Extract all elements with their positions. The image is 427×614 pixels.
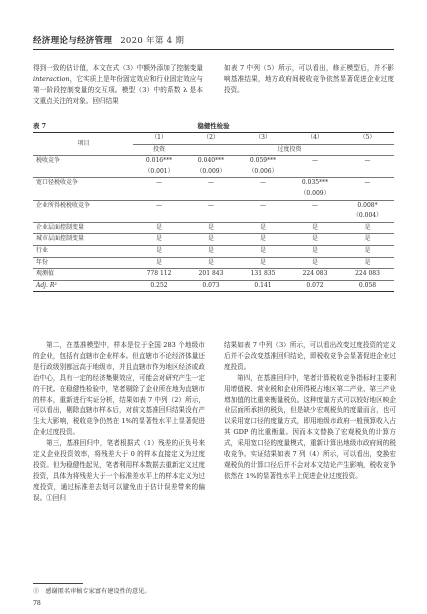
table-cell: 是 bbox=[289, 245, 341, 257]
table-cell: 是 bbox=[341, 222, 394, 234]
row-label bbox=[33, 167, 133, 178]
footnote-rule bbox=[33, 583, 83, 584]
table-row bbox=[33, 269, 394, 281]
table-cell bbox=[341, 189, 394, 200]
paragraph: 结果如表 7 中列（3）所示，可以看出改变过度投资的定义后并不会改变基准回归结论，即税收竞争会显著促进企业过度投资。 bbox=[224, 341, 396, 371]
table-cell: — bbox=[133, 200, 185, 211]
paragraph: 第四，在基准回归中，笔者计算税收竞争指标时主要利用增值税、营业税和企业所得税占地区第二产业、第三产业增加值的比重来衡量税负。这种度量方式可以较好地区映企业层面所承担的税负，但是缺少宏观税负的度量而言，也可以采用宽口径的度量方式，即用地级市政府一般预算收入占其 GDP 的比重衡量。因而本文替换了宏观税负的计算方式，采用宽口径的度量模式，重新计算出地级市政府间的税收竞争。实证结果如表 7 列（4）所示，可以看出，变换宏观税负的计算口径后并不会对本文结论产生影响，税收竞争依然在 1%的显著性水平上促进企业过度投资。 bbox=[224, 373, 396, 480]
table-cell: — bbox=[185, 200, 237, 211]
table-cell: — bbox=[237, 178, 289, 189]
table-cell: — bbox=[341, 178, 394, 189]
table-label: 表 7 bbox=[33, 122, 47, 130]
table-cell: — bbox=[237, 200, 289, 211]
paragraph: 第三，基准回归中，笔者根据式（1）残差的正负号来定义企业投资效率，将残差大于 0 的样本直接定义为过度投资。但为稳健性起见，笔者利用样本数据去重新定义过度投资，具体为将残差大于一个标准差水平上的样本定义为过度投资，通过标准差去划可以避免由于估计误差带来的偏误。①回归 bbox=[33, 439, 205, 502]
table-cell: 0.016*** bbox=[133, 156, 185, 167]
table-cell: 是 bbox=[289, 222, 341, 234]
table-cell: 224 083 bbox=[341, 269, 394, 281]
table-cell: 是 bbox=[341, 234, 394, 246]
col-num-4: （4） bbox=[289, 133, 341, 145]
table-cell: （0.009） bbox=[196, 167, 226, 175]
table-cell bbox=[237, 211, 289, 222]
table-cell: 0.040*** bbox=[185, 156, 237, 167]
table-cell: 0.008* bbox=[341, 200, 394, 211]
table-cell: 0.073 bbox=[185, 280, 237, 292]
table-cell bbox=[237, 189, 289, 200]
table-cell: 是 bbox=[133, 234, 185, 246]
table-cell: — bbox=[341, 156, 394, 167]
table-row bbox=[33, 189, 394, 200]
table-row bbox=[33, 280, 394, 292]
col-num-3: （3） bbox=[237, 133, 289, 145]
table-cell: 是 bbox=[185, 234, 237, 246]
table-row bbox=[33, 178, 394, 189]
page-number: 78 bbox=[33, 600, 41, 607]
table-cell: 0.252 bbox=[133, 280, 185, 292]
table-cell bbox=[289, 167, 341, 178]
footnote: ① 感谢匿名审稿专家富有建设性的意见。 bbox=[33, 588, 151, 595]
table-cell: — bbox=[133, 178, 185, 189]
table-row bbox=[33, 245, 394, 257]
table-cell: 0.059*** bbox=[237, 156, 289, 167]
table-row bbox=[33, 156, 394, 167]
table-cell: 778 112 bbox=[133, 269, 185, 281]
table-cell bbox=[289, 211, 341, 222]
table-cell: 是 bbox=[289, 257, 341, 269]
table-row bbox=[33, 200, 394, 211]
table-cell: 131 835 bbox=[237, 269, 289, 281]
top-left-paragraph: 得到一致的估计值，本文在式（3）中额外添加了控制变量 interaction，它实质上是年份固定效应和行业固定效应与第一阶段控制变量的交互项。模型（3）中的系数 λ 是本文重点关注的对象。回归结果 bbox=[33, 64, 203, 105]
running-header bbox=[33, 34, 394, 50]
paragraph: 第二，在基准模型中，样本是位于全国 283 个地级市的企业，包括有直辖市企业样本。但直辖市不论经济体量还是行政级别都远高于地级市，并且直辖市作为地区经济或政治中心，具有一定的经济集聚效应，可能会对研究产生一定的干扰。在稳健性检验中，笔者剔除了企业所在地为直辖市的样本，重新进行实证分析，结果如表 7 中列（2）所示，可以看出，剔除直辖市样本后，对前文基准回归结果没有产生太大影响，税收竞争仍然在 1%的显著性水平上显著促进企业过度投资。 bbox=[33, 341, 205, 437]
table-caption: 稳健性检验 bbox=[197, 122, 230, 130]
table-cell: 是 bbox=[237, 245, 289, 257]
robustness-table bbox=[33, 132, 394, 292]
table-cell: 是 bbox=[185, 257, 237, 269]
table-title bbox=[33, 121, 394, 131]
table-cell: 是 bbox=[133, 245, 185, 257]
top-left-column bbox=[33, 63, 203, 107]
row-label: 观测值 bbox=[33, 269, 133, 281]
table-cell: — bbox=[185, 178, 237, 189]
table-cell: （0.009） bbox=[300, 189, 330, 197]
row-label: Adj. R² bbox=[33, 280, 133, 292]
row-label: 企业所得税税收竞争 bbox=[33, 200, 133, 211]
row-label: 行业 bbox=[33, 245, 133, 257]
table-cell: 是 bbox=[341, 257, 394, 269]
row-label: 企业层面控制变量 bbox=[33, 222, 133, 234]
col-num-2: （2） bbox=[185, 133, 237, 145]
table-row bbox=[33, 211, 394, 222]
table-cell: 是 bbox=[289, 234, 341, 246]
table-cell bbox=[133, 189, 185, 200]
project-header: 项目 bbox=[33, 133, 133, 156]
table-cell: 0.035*** bbox=[289, 178, 341, 189]
table-cell: （0.004） bbox=[352, 212, 383, 220]
table-cell: — bbox=[289, 156, 341, 167]
top-right-paragraph: 如表 7 中列（5）所示，可以看出，修正模型后，并不影响基准结果，地方政府间税收竞争依然显著促进企业过度投资。 bbox=[224, 64, 394, 94]
table-row bbox=[33, 234, 394, 246]
table-cell: （0.001） bbox=[144, 167, 174, 175]
top-right-column bbox=[224, 63, 394, 96]
table-cell bbox=[185, 211, 237, 222]
table-cell: 是 bbox=[133, 257, 185, 269]
table-cell: 0.072 bbox=[289, 280, 341, 292]
dep-var-investment: 投资 bbox=[133, 144, 185, 156]
table-row bbox=[33, 257, 394, 269]
table-cell: 是 bbox=[237, 234, 289, 246]
table-cell: （0.006） bbox=[248, 167, 278, 175]
bottom-left-column bbox=[33, 340, 205, 504]
table-cell bbox=[133, 211, 185, 222]
row-label: 年份 bbox=[33, 257, 133, 269]
table-cell: 是 bbox=[341, 245, 394, 257]
table-row bbox=[33, 167, 394, 178]
col-num-1: （1） bbox=[133, 133, 185, 145]
table-cell: 0.058 bbox=[341, 280, 394, 292]
table-cell: — bbox=[289, 200, 341, 211]
table-cell: 是 bbox=[237, 222, 289, 234]
table-row bbox=[33, 222, 394, 234]
row-label bbox=[33, 211, 133, 222]
row-label: 宽口径税收竞争 bbox=[33, 178, 133, 189]
table-cell: 201 843 bbox=[185, 269, 237, 281]
col-num-5: （5） bbox=[341, 133, 394, 145]
table-cell: 是 bbox=[237, 257, 289, 269]
issue-label: 2020 年第 4 期 bbox=[120, 36, 185, 46]
table-cell: 是 bbox=[133, 222, 185, 234]
table-cell bbox=[185, 189, 237, 200]
table-cell: 0.141 bbox=[237, 280, 289, 292]
row-label: 税收竞争 bbox=[33, 156, 133, 167]
row-label: 城市层面控制变量 bbox=[33, 234, 133, 246]
table-header-row bbox=[33, 133, 394, 145]
dep-var-overinvestment: 过度投资 bbox=[185, 144, 394, 156]
table-cell: 是 bbox=[185, 222, 237, 234]
table-cell bbox=[341, 167, 394, 178]
table-cell: 224 083 bbox=[289, 269, 341, 281]
table-cell: 是 bbox=[185, 245, 237, 257]
journal-title: 经济理论与经济管理 bbox=[33, 36, 113, 46]
bottom-right-column bbox=[224, 340, 396, 482]
row-label bbox=[33, 189, 133, 200]
